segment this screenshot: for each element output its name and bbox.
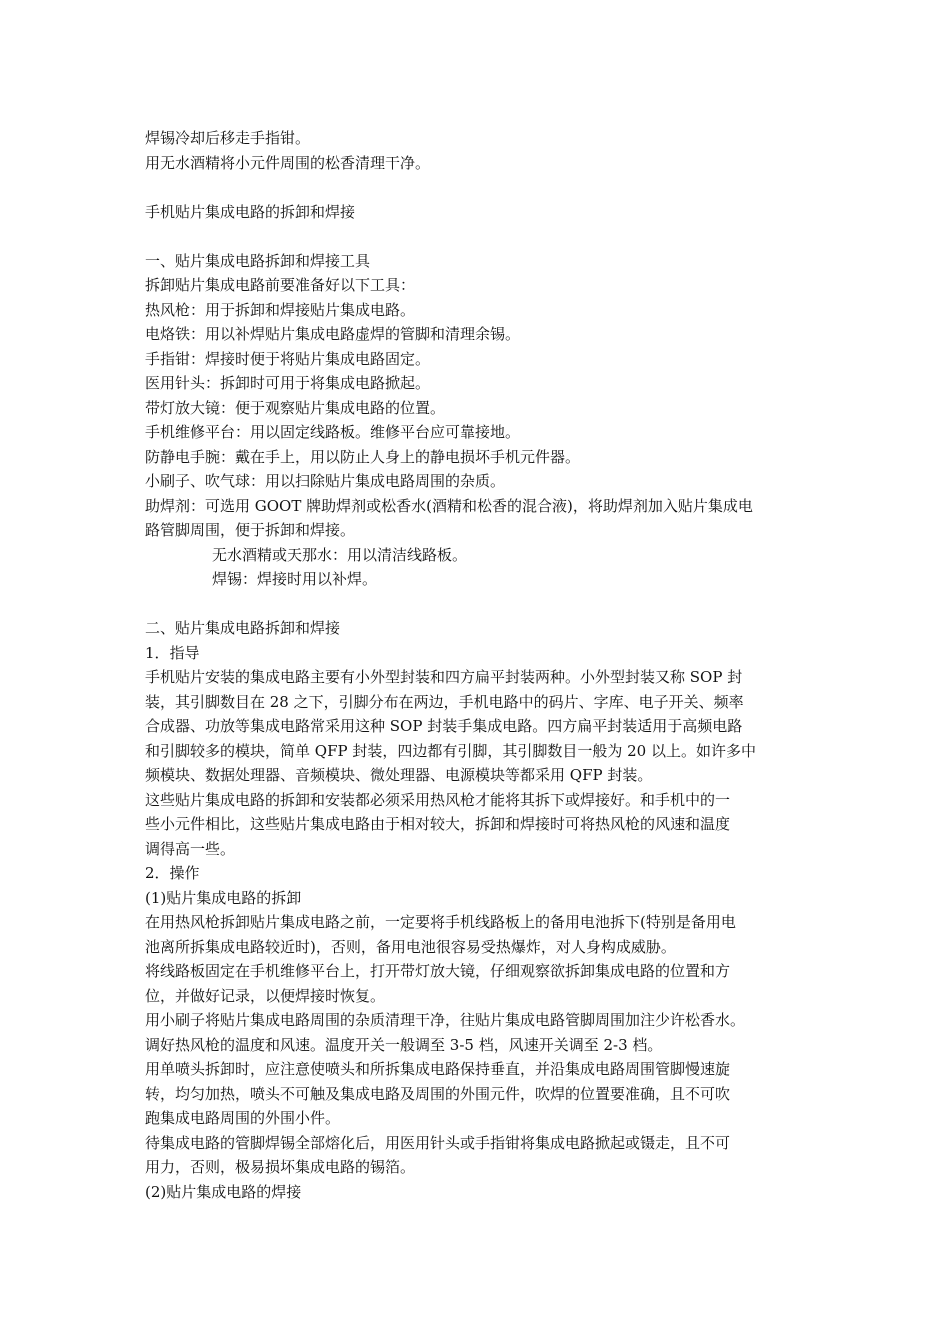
tool-item: 焊锡：焊接时用以补焊。 [212, 570, 378, 588]
tool-item: 助焊剂：可选用 GOOT 牌助焊剂或松香水(酒精和松香的混合液)，将助焊剂加入贴片集成电 [145, 496, 753, 515]
blank-line [145, 224, 810, 249]
section-heading: 二、贴片集成电路拆卸和焊接 [145, 619, 341, 637]
tool-item-cont: 路管脚周围，便于拆卸和焊接。 [145, 521, 356, 539]
tool-item: 手指钳：焊接时便于将贴片集成电路固定。 [145, 349, 431, 368]
paragraph-line: 合成器、功放等集成电路常采用这种 SOP 封装手集成电路。四方扁平封装适用于高频电路 [145, 717, 743, 735]
paragraph-line: 些小元件相比，这些贴片集成电路由于相对较大，拆卸和焊接时可将热风枪的风速和温度 [145, 815, 731, 833]
subsection-heading: (1)贴片集成电路的拆卸 [145, 888, 302, 907]
paragraph-line: 池离所拆集成电路较近时)，否则，备用电池很容易受热爆炸，对人身构成威胁。 [145, 937, 676, 956]
text-line: 拆卸贴片集成电路前要准备好以下工具： [145, 276, 416, 294]
section-heading: 一、贴片集成电路拆卸和焊接工具 [145, 251, 371, 270]
paragraph-line: 用力，否则，极易损坏集成电路的锡箔。 [145, 1158, 416, 1176]
subsection-heading: 2．操作 [145, 864, 200, 882]
paragraph-line: 在用热风枪拆卸贴片集成电路之前，一定要将手机线路板上的备用电池拆下(特别是备用电 [145, 913, 736, 931]
paragraph-line: 跑集成电路周围的外围小件。 [145, 1109, 341, 1127]
document-body [145, 126, 810, 1204]
paragraph-line: 用单喷头拆卸时，应注意使喷头和所拆集成电路保持垂直，并沿集成电路周围管脚慢速旋 [145, 1060, 731, 1078]
text-line: 用无水酒精将小元件周围的松香清理干净。 [145, 153, 431, 172]
text-line: 焊锡冷却后移走手指钳。 [145, 129, 311, 147]
tool-item: 电烙铁：用以补焊贴片集成电路虚焊的管脚和清理余锡。 [145, 325, 521, 343]
paragraph-line: 这些贴片集成电路的拆卸和安装都必须采用热风枪才能将其拆下或焊接好。和手机中的一 [145, 790, 731, 809]
paragraph-line: 装，其引脚数目在 28 之下，引脚分布在两边，手机电路中的码片、字库、电子开关、频率 [145, 692, 744, 711]
tool-item: 医用针头：拆卸时可用于将集成电路掀起。 [145, 374, 431, 392]
blank-line [145, 175, 810, 200]
paragraph-line: 调得高一些。 [145, 839, 236, 858]
paragraph-line: 转，均匀加热，喷头不可触及集成电路及周围的外围元件，吹焊的位置要准确，且不可吹 [145, 1084, 731, 1103]
blank-line [145, 592, 810, 617]
tool-item: 防静电手腕：戴在手上，用以防止人身上的静电损坏手机元件器。 [145, 447, 581, 466]
section-title: 手机贴片集成电路的拆卸和焊接 [145, 202, 356, 221]
paragraph-line: 调好热风枪的温度和风速。温度开关一般调至 3-5 档，风速开关调至 2-3 档。 [145, 1035, 663, 1054]
tool-item: 手机维修平台：用以固定线路板。维修平台应可靠接地。 [145, 423, 521, 441]
paragraph-line: 用小刷子将贴片集成电路周围的杂质清理干净，往贴片集成电路管脚周围加注少许松香水。 [145, 1011, 746, 1029]
paragraph-line: 位，并做好记录，以便焊接时恢复。 [145, 986, 386, 1005]
paragraph-line: 将线路板固定在手机维修平台上，打开带灯放大镜，仔细观察欲拆卸集成电路的位置和方 [145, 962, 731, 980]
tool-item: 带灯放大镜：便于观察贴片集成电路的位置。 [145, 398, 446, 417]
paragraph-line: 手机贴片安装的集成电路主要有小外型封装和四方扁平封装两种。小外型封装又称 SOP 封 [145, 668, 743, 686]
tool-item: 无水酒精或天那水：用以清洁线路板。 [212, 545, 468, 564]
subsection-heading: (2)贴片集成电路的焊接 [145, 1182, 302, 1201]
subsection-heading: 1．指导 [145, 643, 200, 662]
paragraph-line: 和引脚较多的模块，简单 QFP 封装，四边都有引脚，其引脚数目一般为 20 以上。如许多中 [145, 741, 756, 760]
tool-item: 小刷子、吹气球：用以扫除贴片集成电路周围的杂质。 [145, 472, 506, 490]
tool-item: 热风枪：用于拆卸和焊接贴片集成电路。 [145, 300, 416, 319]
paragraph-line: 待集成电路的管脚焊锡全部熔化后，用医用针头或手指钳将集成电路掀起或镊走，且不可 [145, 1133, 731, 1152]
paragraph-line: 频模块、数据处理器、音频模块、微处理器、电源模块等都采用 QFP 封装。 [145, 766, 653, 784]
